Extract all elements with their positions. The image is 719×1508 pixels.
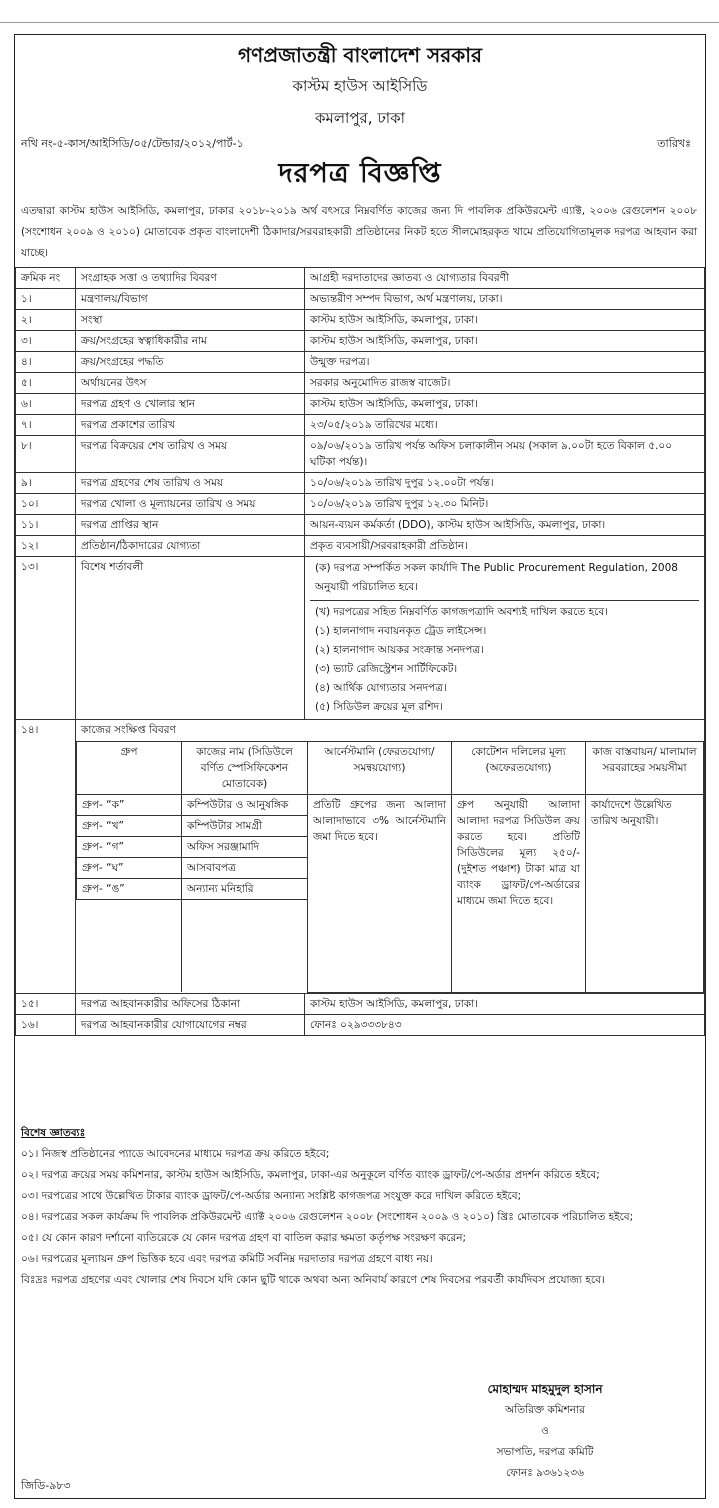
cell: কাস্টম হাউস আইসিডি, কমলাপুর, ঢাকা। <box>305 310 705 331</box>
table-row <box>16 331 705 352</box>
table-row <box>16 289 705 310</box>
cell: কাজ বাস্তবায়ন/ মালামাল সরবরাহের সময়সীমা <box>586 742 704 795</box>
table-row <box>16 415 705 436</box>
cell: মন্ত্রণালয়/বিভাগ <box>76 289 305 310</box>
cell: ১০/০৬/২০১৯ তারিখ দুপুর ১২.০০টা পর্যন্ত। <box>305 473 705 494</box>
cell: কাস্টম হাউস আইসিডি, কমলাপুর, ঢাকা। <box>305 394 705 415</box>
cell: গ্রুপ- “ঙ” <box>77 879 182 900</box>
cell: ১২। <box>16 536 76 557</box>
header-entity: সংগ্রাহক সত্তা ও তথ্যাদির বিবরণ <box>76 268 305 289</box>
cell: দরপত্র গ্রহণের শেষ তারিখ ও সময় <box>76 473 305 494</box>
table-row <box>16 373 705 394</box>
cell: কাজের নাম (সিডিউলে বর্ণিত স্পেসিফিকেশন মোতাবেক) <box>182 742 308 795</box>
deadline-cell: কার্যাদেশে উল্লেখিত তারিখ অনুযায়ী। <box>586 795 704 993</box>
signatory-phone: ফোনঃ ৯৩৬১২৩৬ <box>506 1467 584 1479</box>
note-footnote: বিঃদ্রঃ দরপত্র গ্রহণের এবং খোলার শেষ দিবসে যদি কোন ছুটি থাকে অথবা অন্য অনিবার্য কারণে শেষ দিবসের পরবর্তী কার্যদিবস প্রযোজ্য হবে। <box>21 1274 605 1286</box>
cell: কম্পিউটার সামগ্রী <box>182 816 308 837</box>
work-description-label: কাজের সংক্ষিপ্ত বিবরণ <box>81 724 176 736</box>
cell: দরপত্র প্রকাশের তারিখ <box>76 415 305 436</box>
price-cell: গ্রুপ অনুযায়ী আলাদা আলাদা দরপত্র সিডিউল ক্রয় করতে হবে। প্রতিটি সিডিউলের মূল্য ২৫০/- (দুইশত পঞ্চাশ) টাকা মাত্র যা ব্যাংক ড্রাফট/পে-অর্ডারের মাধ্যমে জমা দিতে হবে। <box>452 795 586 993</box>
govt-heading: গণপ্রজাতন্ত্রী বাংলাদেশ সরকার <box>238 43 482 67</box>
cell: প্রতিষ্ঠান/ঠিকাদারের যোগ্যতা <box>76 536 305 557</box>
cell: অন্যান্য মনিহারি <box>182 879 308 900</box>
signatory-designation: অতিরিক্ত কমিশনার <box>505 1404 585 1416</box>
condition-b-item: (৩) ভ্যাট রেজিস্ট্রেশন সার্টিফিকেট। <box>315 663 458 675</box>
cell: দরপত্র গ্রহণ ও খোলার স্থান <box>76 394 305 415</box>
date-label: তারিখঃ <box>657 137 691 150</box>
cell: ৭। <box>16 415 76 436</box>
work-description-row <box>16 720 705 994</box>
cell: ২৩/০৫/২০১৯ তারিখের মধ্যে। <box>305 415 705 436</box>
top-strip <box>0 0 719 23</box>
cell: ০৯/০৬/২০১৯ তারিখ পর্যন্ত অফিস চলাকালীন সময় (সকাল ৯.০০টা হতে বিকাল ৫.০০ ঘটিকা পর্যন্ত)। <box>305 436 705 473</box>
cell: দরপত্র আহবানকারীর অফিসের ঠিকানা <box>76 993 305 1014</box>
note-item: ০৬। দরপত্রের মূল্যায়ন গ্রুপ ভিত্তিক হবে এবং দরপত্র কমিটি সর্বনিম্ন দরদাতার দরপত্র গ্রহণে বাধ্য নয়। <box>21 1253 433 1265</box>
cell: ৪। <box>16 352 76 373</box>
cell: ৩। <box>16 331 76 352</box>
work-description-cell <box>76 720 705 994</box>
cell: আয়ন-ব্যয়ন কর্মকর্তা (DDO), কাস্টম হাউস আইসিডি, কমলাপুর, ঢাকা। <box>305 515 705 536</box>
cell: ৯। <box>16 473 76 494</box>
cell: বিশেষ শর্তাবলী <box>76 557 305 720</box>
cell: গ্রুপ- “গ” <box>77 837 182 858</box>
groups-table <box>76 741 704 993</box>
notes-heading: বিশেষ জ্ঞাতব্যঃ <box>21 1127 86 1139</box>
cell: দরপত্র বিক্রয়ের শেষ তারিখ ও সময় <box>76 436 305 473</box>
signatory-name: মোহাম্মদ মাহমুদুল হাসান <box>487 1382 603 1396</box>
cell: কাস্টম হাউস আইসিডি, কমলাপুর, ঢাকা। <box>305 993 705 1014</box>
note-item: ০৩। দরপত্রের সাথে উল্লেখিত টাকার ব্যাংক ড্রাফট/পে-অর্ডার অন্যান্য সংশ্লিষ্ট কাগজপত্র সংযুক্ত করে দাখিল করিতে হইবে; <box>21 1190 522 1202</box>
earnest-cell: প্রতিটি গ্রুপের জন্য আলাদা আলাদাভাবে ৩% আর্নেস্টমানি জমা দিতে হবে। <box>308 795 452 993</box>
cell: ১০। <box>16 494 76 515</box>
cell <box>77 900 182 993</box>
cell: ১৬। <box>16 1014 76 1035</box>
cell: অফিস সরঞ্জামাদি <box>182 837 308 858</box>
note-item: ০৪। দরপত্রের সকল কার্যক্রম দি পাবলিক প্রকিউরমেন্ট এ্যাক্ট ২০০৬ রেগুলেশন ২০০৮ (সংশোধন ২০০৯ ও ২০১০) খ্রিঃ মোতাবেক পরিচালিত হইবে; <box>21 1211 634 1223</box>
header-serial: ক্রমিক নং <box>16 268 76 289</box>
cell: ক্রয়/সংগ্রহের পদ্ধতি <box>76 352 305 373</box>
gd-number: জিডি-৯৮৩ <box>21 1479 71 1492</box>
table-row <box>16 1014 705 1035</box>
cell: গ্রুপ- “ক” <box>77 795 182 816</box>
table-row <box>16 394 705 415</box>
table-row <box>16 436 705 473</box>
cell: দরপত্র আহবানকারীর যোগাযোগের নম্বর <box>76 1014 305 1035</box>
table-row <box>16 536 705 557</box>
table-row <box>16 473 705 494</box>
cell <box>182 900 308 993</box>
note-item: ০২। দরপত্র ক্রয়ের সময় কমিশনার, কাস্টম হাউস আইসিডি, কমলাপুর, ঢাকা-এর অনুকূলে বর্ণিত ব্যাংক ড্রাফট/পে-অর্ডার প্রদর্শন করিতে হইবে; <box>21 1169 600 1181</box>
header-info: আগ্রহী দরদাতাদের জ্ঞাতব্য ও যোগ্যতার বিবরণী <box>305 268 705 289</box>
table-row <box>16 993 705 1014</box>
table-row <box>16 515 705 536</box>
cell: দরপত্র প্রাপ্তির স্থান <box>76 515 305 536</box>
cell: গ্রুপ- “খ” <box>77 816 182 837</box>
tender-table <box>15 267 705 1036</box>
cell: অভ্যন্তরীণ সম্পদ বিভাগ, অর্থ মন্ত্রণালয়, ঢাকা। <box>305 289 705 310</box>
cell: ১। <box>16 289 76 310</box>
note-item: ০১। নিজস্ব প্রতিষ্ঠানের প্যাডে আবেদনের মাধ্যমে দরপত্র ক্রয় করিতে হইবে; <box>21 1148 330 1160</box>
reference-number: নথি নং-৫-কাস/আইসিডি/০৫/টেন্ডার/২০১২/পার্ট-১ <box>21 137 244 150</box>
signatory-role: সভাপতি, দরপত্র কমিটি <box>496 1446 594 1458</box>
special-notes <box>21 1123 697 1291</box>
cell: আর্নেস্টমানি (ফেরতযোগ্য/ সমন্বয়যোগ্য) <box>308 742 452 795</box>
cell: প্রকৃত ব্যবসায়ী/সরবরাহকারী প্রতিষ্ঠান। <box>305 536 705 557</box>
cell: ১৫। <box>16 993 76 1014</box>
cell: গ্রুপ- “ঘ” <box>77 858 182 879</box>
table-row <box>16 494 705 515</box>
office-place: কমলাপুর, ঢাকা <box>315 109 405 127</box>
cell: গ্রুপ <box>77 742 182 795</box>
condition-b-title: (খ) দরপত্রের সহিত নিম্নবর্ণিত কাগজপত্রাদি অবশ্যই দাখিল করতে হবে। <box>315 606 608 618</box>
notice-title: দরপত্র বিজ্ঞপ্তি <box>278 158 442 189</box>
conditions-cell <box>305 557 705 720</box>
group-row <box>77 795 704 816</box>
cell: ১১। <box>16 515 76 536</box>
cell: ৮। <box>16 436 76 473</box>
cell: সংস্থা <box>76 310 305 331</box>
cell: কোটেশন দলিলের মূল্য (অফেরতযোগ্য) <box>452 742 586 795</box>
cell: ফোনঃ ০২৯৩৩৩৮৪৩ <box>305 1014 705 1035</box>
cell: ক্রয়/সংগ্রহের স্বত্বাধিকারীর নাম <box>76 331 305 352</box>
groups-header-row <box>77 742 704 795</box>
cell: উন্মুক্ত দরপত্র। <box>305 352 705 373</box>
cell: ১৩। <box>16 557 76 720</box>
condition-b-item: (৫) সিডিউল ক্রয়ের মূল রশিদ। <box>315 701 443 713</box>
cell: ১৪। <box>16 720 76 994</box>
cell: ১০/০৬/২০১৯ তারিখ দুপুর ১২.৩০ মিনিট। <box>305 494 705 515</box>
condition-b-item: (২) হালনাগাদ আয়কর সংক্রান্ত সনদপত্র। <box>315 644 484 656</box>
cell: ২। <box>16 310 76 331</box>
condition-a: (ক) দরপত্র সম্পর্কিত সকল কার্যাদি The Public Procurement Regulation, 2008 অনুযায়ী পরিচালিত হবে। <box>310 559 699 601</box>
table-header-row <box>16 268 705 289</box>
cell: দরপত্র খোলা ও মূল্যায়নের তারিখ ও সময় <box>76 494 305 515</box>
cell: আসবাবপত্র <box>182 858 308 879</box>
cell: অর্থায়নের উৎস <box>76 373 305 394</box>
cell: ৬। <box>16 394 76 415</box>
intro-paragraph: এতদ্বারা কাস্টম হাউস আইসিডি, কমলাপুর, ঢাকার ২০১৮-২০১৯ অর্থ বৎসরে নিম্নবর্ণিত কাজের জন্য দি পাবলিক প্রকিউরমেন্ট এ্যাক্ট, ২০০৬ রেগুলেশন ২০০৮ (সংশোধন ২০০৯ ও ২০১০) মোতাবেক প্রকৃত বাংলাদেশী ঠিকাদার/সরবরাহকারী প্রতিষ্ঠানের নিকট হতে সীলমোহরকৃত খামে প্রতিযোগিতামূলক দরপত্র আহবান করা যাচ্ছে। <box>21 205 697 259</box>
cell: ৫। <box>16 373 76 394</box>
signatory-and: ও <box>541 1425 549 1437</box>
signature-block <box>425 1379 665 1484</box>
note-item: ০৫। যে কোন কারণ দর্শানো ব্যতিরেকে যে কোন দরপত্র গ্রহণ বা বাতিল করার ক্ষমতা কর্তৃপক্ষ সংরক্ষণ করেন; <box>21 1232 467 1244</box>
special-conditions-row <box>16 557 705 720</box>
office-name: কাস্টম হাউস আইসিডি <box>292 77 428 95</box>
cell: কাস্টম হাউস আইসিডি, কমলাপুর, ঢাকা। <box>305 331 705 352</box>
tender-notice <box>14 34 706 1499</box>
table-row <box>16 352 705 373</box>
cell: কম্পিউটার ও আনুষঙ্গিক <box>182 795 308 816</box>
condition-b-item: (৪) আর্থিক যোগ্যতার সনদপত্র। <box>315 682 447 694</box>
condition-b-item: (১) হালনাগাদ নবায়নকৃত ট্রেড লাইসেন্স। <box>315 625 487 637</box>
cell: সরকার অনুমোদিত রাজস্ব বাজেট। <box>305 373 705 394</box>
table-row <box>16 310 705 331</box>
